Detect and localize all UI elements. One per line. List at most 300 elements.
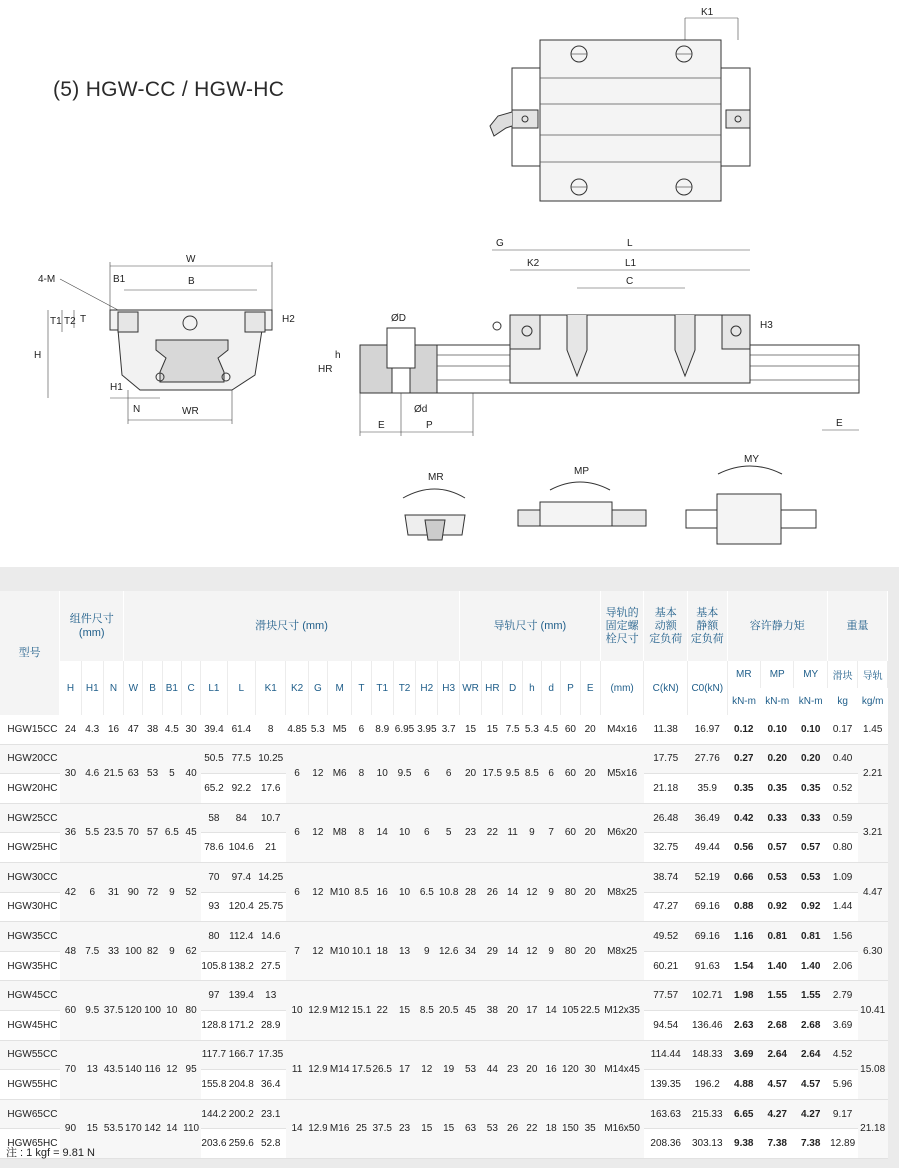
value-cell: 17.5: [482, 744, 503, 803]
value-cell: 35.9: [688, 774, 728, 804]
value-cell: 94.54: [644, 1010, 688, 1040]
p-label: P: [426, 420, 433, 431]
value-cell: 4.5: [542, 715, 561, 744]
value-cell: 144.2: [201, 1099, 227, 1129]
value-cell: 11: [286, 1040, 308, 1099]
value-cell: 14: [371, 803, 393, 862]
value-cell: M8x25: [600, 922, 644, 981]
value-cell: 6: [286, 744, 308, 803]
value-cell: 4.27: [794, 1099, 827, 1129]
unit-mr: kN-m: [727, 688, 760, 715]
value-cell: M10: [327, 862, 351, 921]
value-cell: 20.5: [438, 981, 459, 1040]
value-cell: 26: [503, 1099, 522, 1158]
value-cell: 20: [580, 922, 600, 981]
value-cell: 6: [416, 803, 438, 862]
value-cell: 58: [201, 803, 227, 833]
value-cell: 6: [542, 744, 561, 803]
value-cell: 90: [60, 1099, 81, 1158]
value-cell: 19: [438, 1040, 459, 1099]
value-cell: 2.64: [761, 1040, 794, 1070]
model-cell: HGW65CC: [0, 1099, 60, 1129]
value-cell: 61.4: [227, 715, 255, 744]
value-cell: 53: [143, 744, 162, 803]
col-group-weight: 重量: [827, 591, 887, 661]
value-cell: 4.57: [761, 1070, 794, 1100]
value-cell: 0.33: [794, 803, 827, 833]
value-cell: 0.40: [827, 744, 857, 774]
value-cell: 6.30: [858, 922, 888, 981]
value-cell: 42: [60, 862, 81, 921]
value-cell: 23: [459, 803, 481, 862]
od-label: ØD: [391, 313, 406, 324]
value-cell: 1.16: [727, 922, 760, 952]
h1-label: H1: [110, 382, 123, 393]
value-cell: 22.5: [580, 981, 600, 1040]
value-cell: 10.25: [256, 744, 286, 774]
value-cell: 6.95: [393, 715, 415, 744]
value-cell: 3.95: [416, 715, 438, 744]
value-cell: 4.85: [286, 715, 308, 744]
col-group-dynamic: 基本 动额 定负荷: [644, 591, 688, 661]
model-cell: HGW55CC: [0, 1040, 60, 1070]
value-cell: 15: [393, 981, 415, 1040]
model-cell: HGW45CC: [0, 981, 60, 1011]
col-n: N: [103, 661, 123, 715]
value-cell: 49.52: [644, 922, 688, 952]
value-cell: 0.80: [827, 833, 857, 863]
value-cell: 120.4: [227, 892, 255, 922]
mr-label: MR: [428, 472, 444, 483]
model-cell: HGW45HC: [0, 1010, 60, 1040]
value-cell: 69.16: [688, 892, 728, 922]
value-cell: 47: [124, 715, 143, 744]
value-cell: M10: [327, 922, 351, 981]
value-cell: 37.5: [103, 981, 123, 1040]
spec-table-panel: [0, 567, 899, 1168]
value-cell: 48: [60, 922, 81, 981]
value-cell: 52.19: [688, 862, 728, 892]
col-wr: WR: [459, 661, 481, 715]
value-cell: 60.21: [644, 951, 688, 981]
col-t1: T1: [371, 661, 393, 715]
value-cell: 0.27: [727, 744, 760, 774]
value-cell: M14: [327, 1040, 351, 1099]
value-cell: 15: [416, 1099, 438, 1158]
model-cell: HGW35HC: [0, 951, 60, 981]
value-cell: 4.27: [761, 1099, 794, 1129]
value-cell: 8: [352, 803, 371, 862]
value-cell: 36.4: [256, 1070, 286, 1100]
value-cell: 18: [542, 1099, 561, 1158]
value-cell: 16.97: [688, 715, 728, 744]
g-label: G: [496, 238, 504, 249]
value-cell: 150: [561, 1099, 580, 1158]
value-cell: 49.44: [688, 833, 728, 863]
value-cell: 32.75: [644, 833, 688, 863]
value-cell: 21: [256, 833, 286, 863]
value-cell: 20: [503, 981, 522, 1040]
col-g: G: [308, 661, 327, 715]
value-cell: 17.6: [256, 774, 286, 804]
value-cell: 11: [503, 803, 522, 862]
value-cell: 50.5: [201, 744, 227, 774]
col-rail-weight: 导轨: [858, 661, 888, 688]
value-cell: 7.38: [761, 1129, 794, 1159]
value-cell: 21.18: [644, 774, 688, 804]
header-row-2: [0, 661, 888, 688]
col-static-unit: C0(kN): [688, 661, 728, 715]
value-cell: 116: [143, 1040, 162, 1099]
front-view-drawing: [34, 254, 295, 424]
value-cell: 60: [561, 715, 580, 744]
value-cell: 0.10: [761, 715, 794, 744]
value-cell: 11.38: [644, 715, 688, 744]
value-cell: 8: [256, 715, 286, 744]
value-cell: 7: [286, 922, 308, 981]
col-l: L: [227, 661, 255, 715]
value-cell: 5.3: [522, 715, 541, 744]
col-mp: MP: [761, 661, 794, 688]
unit-my: kN-m: [794, 688, 827, 715]
value-cell: 3.69: [827, 1010, 857, 1040]
table-row: [0, 1040, 888, 1070]
value-cell: 140: [124, 1040, 143, 1099]
value-cell: 31: [103, 862, 123, 921]
value-cell: 39.4: [201, 715, 227, 744]
model-cell: HGW25HC: [0, 833, 60, 863]
value-cell: 0.92: [794, 892, 827, 922]
value-cell: 57: [143, 803, 162, 862]
hr-label: HR: [318, 364, 333, 375]
value-cell: 14.6: [256, 922, 286, 952]
table-row: [0, 1099, 888, 1129]
value-cell: 104.6: [227, 833, 255, 863]
unit-rail-weight: kg/m: [858, 688, 888, 715]
value-cell: 12: [416, 1040, 438, 1099]
value-cell: 12: [308, 862, 327, 921]
value-cell: 0.66: [727, 862, 760, 892]
value-cell: 0.59: [827, 803, 857, 833]
col-group-assembly: 组件尺寸 (mm): [60, 591, 124, 661]
value-cell: 10: [371, 744, 393, 803]
col-group-moment: 容许静力矩: [727, 591, 827, 661]
value-cell: 1.98: [727, 981, 760, 1011]
value-cell: 10.8: [438, 862, 459, 921]
value-cell: 37.5: [371, 1099, 393, 1158]
value-cell: 9: [542, 862, 561, 921]
value-cell: 9.5: [81, 981, 103, 1040]
value-cell: 0.57: [761, 833, 794, 863]
value-cell: 13: [256, 981, 286, 1011]
value-cell: 102.71: [688, 981, 728, 1011]
w-label: W: [186, 254, 196, 265]
value-cell: 14: [286, 1099, 308, 1158]
col-k2: K2: [286, 661, 308, 715]
top-view-drawing: [490, 7, 750, 201]
value-cell: 53.5: [103, 1099, 123, 1158]
col-mr: MR: [727, 661, 760, 688]
value-cell: M8x25: [600, 862, 644, 921]
value-cell: 12: [522, 922, 541, 981]
model-cell: HGW55HC: [0, 1070, 60, 1100]
value-cell: 0.35: [761, 774, 794, 804]
value-cell: 1.45: [858, 715, 888, 744]
value-cell: 2.21: [858, 744, 888, 803]
value-cell: 8: [352, 744, 371, 803]
col-d-lower: d: [542, 661, 561, 715]
value-cell: 114.44: [644, 1040, 688, 1070]
value-cell: 14: [162, 1099, 181, 1158]
value-cell: 0.88: [727, 892, 760, 922]
value-cell: 8.5: [522, 744, 541, 803]
col-group-rail: 导轨尺寸 (mm): [459, 591, 600, 661]
value-cell: 1.56: [827, 922, 857, 952]
value-cell: 4.57: [794, 1070, 827, 1100]
value-cell: 27.76: [688, 744, 728, 774]
value-cell: 45: [459, 981, 481, 1040]
h-label: H: [34, 350, 42, 361]
value-cell: 77.5: [227, 744, 255, 774]
value-cell: 70: [201, 862, 227, 892]
value-cell: 60: [60, 981, 81, 1040]
value-cell: 208.36: [644, 1129, 688, 1159]
model-cell: HGW15CC: [0, 715, 60, 744]
value-cell: 7.5: [503, 715, 522, 744]
value-cell: 80: [561, 862, 580, 921]
value-cell: 60: [561, 744, 580, 803]
value-cell: 77.57: [644, 981, 688, 1011]
value-cell: 7.5: [81, 922, 103, 981]
value-cell: 29: [482, 922, 503, 981]
value-cell: 52.8: [256, 1129, 286, 1159]
value-cell: M8: [327, 803, 351, 862]
value-cell: 65.2: [201, 774, 227, 804]
value-cell: 1.40: [761, 951, 794, 981]
col-w: W: [124, 661, 143, 715]
col-k1: K1: [256, 661, 286, 715]
b1-label: B1: [113, 274, 126, 285]
value-cell: 17: [393, 1040, 415, 1099]
value-cell: 53: [459, 1040, 481, 1099]
value-cell: 6.5: [162, 803, 181, 862]
k1-label: K1: [701, 7, 714, 18]
table-row: [0, 981, 888, 1011]
value-cell: 6: [286, 862, 308, 921]
value-cell: 0.33: [761, 803, 794, 833]
model-cell: HGW65HC: [0, 1129, 60, 1159]
col-bolt-unit: (mm): [600, 661, 644, 715]
col-t2: T2: [393, 661, 415, 715]
value-cell: 117.7: [201, 1040, 227, 1070]
value-cell: M6: [327, 744, 351, 803]
col-m: M: [327, 661, 351, 715]
value-cell: 22: [482, 803, 503, 862]
my-label: MY: [744, 454, 759, 465]
value-cell: 97.4: [227, 862, 255, 892]
value-cell: 8.5: [352, 862, 371, 921]
value-cell: 25: [352, 1099, 371, 1158]
value-cell: 2.06: [827, 951, 857, 981]
model-cell: HGW20HC: [0, 774, 60, 804]
value-cell: 7.38: [794, 1129, 827, 1159]
value-cell: 38: [143, 715, 162, 744]
value-cell: 5.96: [827, 1070, 857, 1100]
value-cell: 1.54: [727, 951, 760, 981]
c-label: C: [626, 276, 634, 287]
t2-label: T2: [64, 316, 76, 327]
value-cell: 92.2: [227, 774, 255, 804]
value-cell: 12: [308, 744, 327, 803]
value-cell: 63: [124, 744, 143, 803]
value-cell: 4.47: [858, 862, 888, 921]
value-cell: 26: [482, 862, 503, 921]
value-cell: 2.64: [794, 1040, 827, 1070]
model-cell: HGW30HC: [0, 892, 60, 922]
value-cell: 10: [393, 803, 415, 862]
value-cell: 10.1: [352, 922, 371, 981]
value-cell: 95: [181, 1040, 200, 1099]
value-cell: 13: [393, 922, 415, 981]
value-cell: 53: [482, 1099, 503, 1158]
value-cell: M14x45: [600, 1040, 644, 1099]
value-cell: 0.12: [727, 715, 760, 744]
col-c: C: [181, 661, 200, 715]
col-l1: L1: [201, 661, 227, 715]
value-cell: 69.16: [688, 922, 728, 952]
value-cell: 15: [459, 715, 481, 744]
value-cell: 23: [393, 1099, 415, 1158]
value-cell: 12.9: [308, 1099, 327, 1158]
value-cell: 20: [522, 1040, 541, 1099]
value-cell: 2.63: [727, 1010, 760, 1040]
value-cell: 28.9: [256, 1010, 286, 1040]
value-cell: 26.48: [644, 803, 688, 833]
table-row: [0, 744, 888, 774]
t-label: T: [80, 314, 87, 325]
col-b: B: [143, 661, 162, 715]
b-label: B: [188, 276, 195, 287]
value-cell: 0.20: [761, 744, 794, 774]
four-m-label: 4-M: [38, 274, 56, 285]
value-cell: 9.5: [503, 744, 522, 803]
value-cell: 26.5: [371, 1040, 393, 1099]
side-view-drawing: [318, 238, 859, 436]
value-cell: 15: [81, 1099, 103, 1158]
col-p: P: [561, 661, 580, 715]
value-cell: 13: [81, 1040, 103, 1099]
value-cell: 142: [143, 1099, 162, 1158]
value-cell: 21.5: [103, 744, 123, 803]
value-cell: M12: [327, 981, 351, 1040]
value-cell: 10: [393, 862, 415, 921]
value-cell: 35: [580, 1099, 600, 1158]
value-cell: 9: [162, 922, 181, 981]
value-cell: M5: [327, 715, 351, 744]
value-cell: 203.6: [201, 1129, 227, 1159]
value-cell: 36.49: [688, 803, 728, 833]
value-cell: 5.5: [81, 803, 103, 862]
value-cell: 148.33: [688, 1040, 728, 1070]
value-cell: 4.6: [81, 744, 103, 803]
value-cell: 9: [162, 862, 181, 921]
value-cell: 138.2: [227, 951, 255, 981]
value-cell: 3.21: [858, 803, 888, 862]
value-cell: 105.8: [201, 951, 227, 981]
col-t: T: [352, 661, 371, 715]
e-label: E: [378, 420, 385, 431]
value-cell: 23: [503, 1040, 522, 1099]
value-cell: 0.56: [727, 833, 760, 863]
value-cell: 80: [201, 922, 227, 952]
model-cell: HGW20CC: [0, 744, 60, 774]
value-cell: 72: [143, 862, 162, 921]
value-cell: 70: [124, 803, 143, 862]
value-cell: 2.79: [827, 981, 857, 1011]
col-b1: B1: [162, 661, 181, 715]
value-cell: 30: [60, 744, 81, 803]
value-cell: 12.89: [827, 1129, 857, 1159]
value-cell: 0.17: [827, 715, 857, 744]
value-cell: 100: [143, 981, 162, 1040]
value-cell: 8.9: [371, 715, 393, 744]
h3-label: H3: [760, 320, 773, 331]
value-cell: 5.3: [308, 715, 327, 744]
value-cell: 28: [459, 862, 481, 921]
value-cell: 136.46: [688, 1010, 728, 1040]
value-cell: 12.6: [438, 922, 459, 981]
value-cell: 0.81: [761, 922, 794, 952]
value-cell: 9: [542, 922, 561, 981]
value-cell: 6.65: [727, 1099, 760, 1129]
value-cell: 20: [580, 744, 600, 803]
moment-icons: [403, 454, 816, 544]
value-cell: 6: [438, 744, 459, 803]
value-cell: 5: [162, 744, 181, 803]
value-cell: 33: [103, 922, 123, 981]
value-cell: 0.81: [794, 922, 827, 952]
value-cell: 38: [482, 981, 503, 1040]
value-cell: 16: [103, 715, 123, 744]
value-cell: 9: [416, 922, 438, 981]
value-cell: 20: [580, 715, 600, 744]
value-cell: 1.09: [827, 862, 857, 892]
value-cell: 22: [371, 981, 393, 1040]
value-cell: 10: [162, 981, 181, 1040]
value-cell: 15: [482, 715, 503, 744]
technical-drawing: [0, 0, 899, 567]
value-cell: 171.2: [227, 1010, 255, 1040]
d-label: Ød: [414, 404, 428, 415]
value-cell: 170: [124, 1099, 143, 1158]
value-cell: 20: [580, 862, 600, 921]
value-cell: 5: [438, 803, 459, 862]
unit-block-weight: kg: [827, 688, 857, 715]
value-cell: 24: [60, 715, 81, 744]
value-cell: 6: [286, 803, 308, 862]
n-label: N: [133, 404, 141, 415]
value-cell: 62: [181, 922, 200, 981]
value-cell: 9.5: [393, 744, 415, 803]
unit-mp: kN-m: [761, 688, 794, 715]
value-cell: 15.08: [858, 1040, 888, 1099]
value-cell: 163.63: [644, 1099, 688, 1129]
value-cell: 6: [352, 715, 371, 744]
value-cell: 128.8: [201, 1010, 227, 1040]
wr-label: WR: [182, 406, 199, 417]
col-dynamic-unit: C(kN): [644, 661, 688, 715]
value-cell: 84: [227, 803, 255, 833]
